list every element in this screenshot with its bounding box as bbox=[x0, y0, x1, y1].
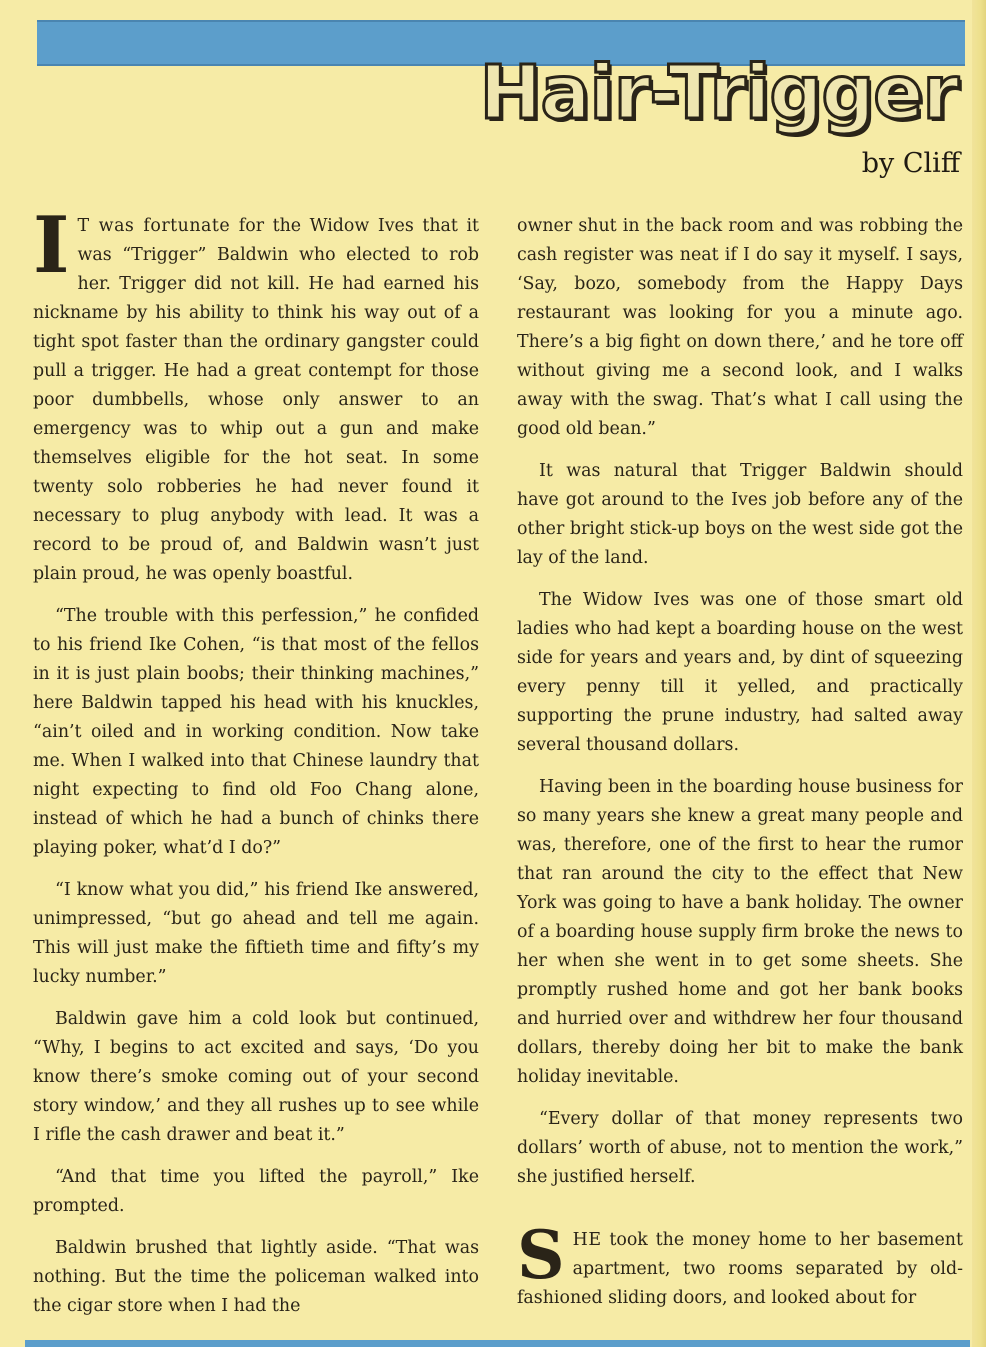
paragraph-text: for the Widow Ives that it was “Trigger” Baldwin who elected to rob her. Trigger did not kill. He had earned his nickname by his ability to think his way out of a tight spot faster than the ordinary gangster could pull a trigger. He had a great contempt for those poor dumbbells, whose only answer to an emergency was to whip out a gun and make themselves eligible for the hot seat. In some twenty solo robberies he had never found it necessary to plug anybody with lead. It was a record to be proud of, and Baldwin wasn’t just plain proud, he was openly boastful. bbox=[33, 216, 480, 584]
lead-in: HE bbox=[572, 1230, 602, 1250]
paragraph: Having been in the boarding house business for so many years she knew a great many people and was, therefore, one of the first to hear the rumor that ran around the city to the effect that New York was going to have a bank holiday. The owner of a boarding house supply firm broke the news to her when she went in to get some sheets. She promptly rushed home and got her bank books and hurried over and withdrew her four thousand dollars, thereby doing her bit to make the bank holiday inevitable. bbox=[517, 777, 963, 1087]
paragraph-text: took the money home to her basement apartment, two rooms separated by old-fashioned sliding doors, and looked about for bbox=[517, 1230, 963, 1308]
left-column bbox=[33, 200, 480, 1334]
paragraph: It was natural that Trigger Baldwin should have got around to the Ives job before any of the other bright stick-up boys on the west side got the lay of the land. bbox=[517, 461, 963, 568]
footer-color-band bbox=[25, 1340, 970, 1347]
drop-cap: S bbox=[517, 1216, 565, 1294]
paragraph: owner shut in the back room and was robbing the cash register was neat if I do say it myself. I says, ‘Say, bozo, somebody from the Happy Days restaurant was looking for you a minute ago. There’s a big fight on down there,’ and he tore off without giving me a second look, and I walks away with the swag. That’s what I call using the good old bean.” bbox=[517, 216, 963, 439]
paragraph: “And that time you lifted the payroll,” Ike prompted. bbox=[33, 1167, 479, 1216]
paragraph: “I know what you did,” his friend Ike answered, unimpressed, “but go ahead and tell me again. This will just make the fiftieth time and fifty’s my lucky number.” bbox=[33, 880, 479, 987]
paragraph bbox=[517, 1216, 963, 1313]
paragraph bbox=[33, 200, 480, 589]
paragraph: “Every dollar of that money represents two dollars’ worth of abuse, not to mention the work,” she justified herself. bbox=[517, 1109, 963, 1187]
page-edge bbox=[972, 0, 986, 1347]
story-byline: by Cliff bbox=[861, 148, 960, 179]
paragraph: The Widow Ives was one of those smart old ladies who had kept a boarding house on the west side for years and years and, by dint of squeezing every penny till it yelled, and practically supporting the prune industry, had salted away several thousand dollars. bbox=[517, 590, 963, 755]
story-title: Hair-Trigger bbox=[479, 50, 958, 136]
paragraph: “The trouble with this perfession,” he confided to his friend Ike Cohen, “is that most of the fellos in it is just plain boobs; their thinking machines,” here Baldwin tapped his head with his knuckles, “ain’t oiled and in working condition. Now take me. When I walked into that Chinese laundry that night expecting to find old Foo Chang alone, instead of which he had a bunch of chinks there playing poker, what’d I do?” bbox=[33, 606, 479, 858]
right-column bbox=[517, 212, 963, 1326]
paragraph: Baldwin brushed that lightly aside. “That was nothing. But the time the policeman walked into the cigar store when I had the bbox=[33, 1238, 479, 1316]
lead-in: T was fortunate bbox=[77, 216, 231, 236]
paragraph: Baldwin gave him a cold look but continued, “Why, I begins to act excited and says, ‘Do you know there’s smoke coming out of your second story window,’ and they all rushes up to see while I rifle the cash drawer and beat it.” bbox=[33, 1009, 479, 1145]
drop-cap: I bbox=[33, 200, 70, 291]
